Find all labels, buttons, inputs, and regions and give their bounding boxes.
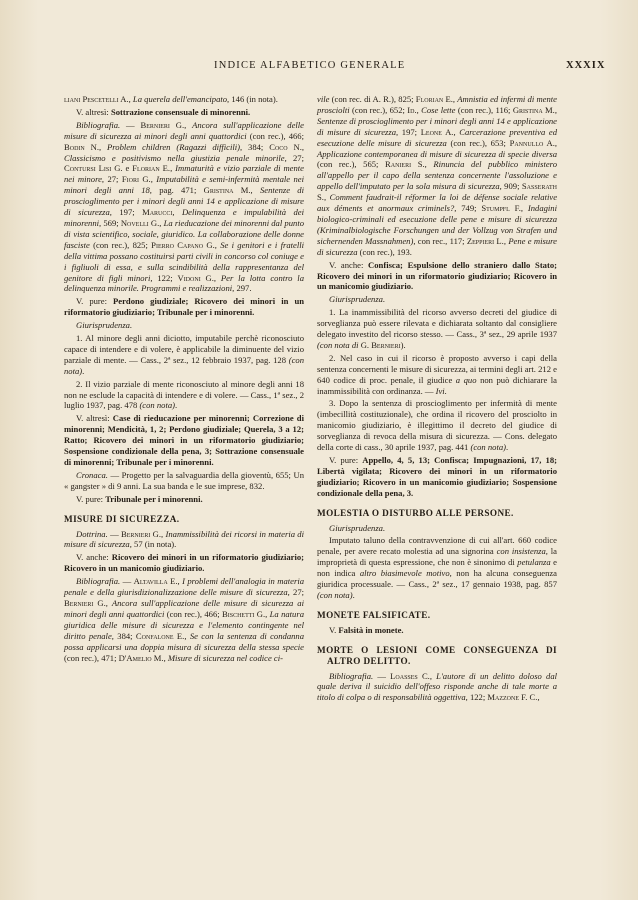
index-paragraph: liani Pescetelli A., La querela dell'emancipato, 146 (in nota). xyxy=(64,94,278,104)
index-entry-heading: MOLESTIA O DISTURBO ALLE PERSONE. xyxy=(317,507,514,518)
index-paragraph: Dottrina. — Bernieri G., Inammissibilità dei ricorsi in materia di misure di sicurezza, 57 (in nota). xyxy=(64,528,304,550)
index-paragraph: V. pure: Perdono giudiziale; Ricovero dei minori in un riformatorio giudiziario; Tribunale per i minorenni. xyxy=(64,296,304,318)
index-paragraph: 2. Nel caso in cui il ricorso è proposto avverso i capi della sentenza concernenti le misure di sicurezza, ai termini degli art. 212 e 640 codice di proc. penale, il giudice a quo non può dichiarare la inammissibilità con ordinanza. — Ivi. xyxy=(317,352,557,396)
index-paragraph: Bibliografia. — Bernieri G., Ancora sull'applicazione delle misure di sicurezza ai minori degli anni quattordici (con rec.), 466; Bodin N., Problem children (Ragazzi difficili), 384; Coco N., Classicismo e positivismo nella giustizia penale minorile, 27; Contursi Lisi G. e Florian E., Immaturità e vizio parziale di mente nei minore, 27; Fiori G., Imputabilità e semi-infermità mentale nei minori degli anni 18, pag. 471; Gristina M., Sentenze di proscioglimento per i minori degli anni 14 e applicazione di misure di sicurezza, 197; Marucci, Delinquenza e impulabilità dei minorenni, 569; Novelli G., La rieducazione dei minorenni dal punto di vista scientifico, sociale, giuridico. La collaborazione delle donne fasciste (con rec.), 825; Pierro Capano G., Se i genitori e i fratelli della vittima possano costituirsi parti civili in concorso col coniuge e i figliuoli di essa, e sulla scindibilità della rappresentanza del genitore di figli minori, 122; Vidoni G., Per la lotta contro la delinquenza minorile. Programmi e realizzazioni, 297. xyxy=(64,119,305,294)
index-paragraph: V. pure: Tribunale per i minorenni. xyxy=(76,493,203,504)
index-paragraph: V. Falsità in monete. xyxy=(329,624,404,635)
index-entry-heading: MISURE DI SICUREZZA. xyxy=(64,513,180,524)
index-paragraph: vile (con rec. di A. R.), 825; Florian E., Amnistia ed infermi di mente prosciolti (con rec.), 652; Id., Cose lette (con rec.), 116; Gristina M., Sentenze di proscioglimento per i minori degli anni 14 e applicazione di misure di sicurezza, 197; Leone A., Carcerazione preventiva ed esecuzione delle misure di sicurezza (con rec.), 653; Pannullo A., Applicazione contemporanea di misure di sicurezza di specie diversa (con rec.), 565; Ranieri S., Rinuncia del pubblico ministero all'appello per il capo della sentenza concernente l'assoluzione e appello dell'imputato per la sola misura di sicurezza, 909; Sasserath S., Comment faudrait-il réformer la loi de défense sociale relative aux déments et anormaux criminels?, 749; Stumpfl F., Indagini biologico-criminali ed esecuzione delle pene e misure di sicurezza (Kriminalbiologische Forschungen und der Vollzug von Strafen und sichernenden Massnahmen), con rec., 117; Zeppieri L., Pene e misure di sicurezza (con rec.), 193. xyxy=(317,94,558,257)
index-paragraph: Bibliografia. — Altavilla E., I problemi dell'analogia in materia penale e della giurisdizionalizzazione delle misure di sicurezza, 27; Bernieri G., Ancora sull'applicazione delle misure di sicurezza ai minori degli anni quattordici (con rec.), 466; Bischetti G., La natura giuridica delle misure di sicurezza e l'elemento contingente nel diritto penale, 384; Confalone E., Se con la sentenza di condanna possa applicarsi una doppia misura di sicurezza della stessa specie (con rec.), 471; D'Amelio M., Misure di sicurezza nel codice ci- xyxy=(64,576,305,663)
index-paragraph: 2. Il vizio parziale di mente riconosciuto al minore degli anni 18 non ne esclude la capacità di intendere e di volere. — Cass., 1ª sez., 2 luglio 1937, pag. 478 (con nota). xyxy=(64,378,304,411)
index-entry-heading: MORTE O LESIONI COME CONSEGUENZA DI ALTRO DELITTO. xyxy=(317,644,557,666)
section-subheading: Giurisprudenza. xyxy=(329,294,386,305)
section-subheading: Giurisprudenza. xyxy=(76,320,133,331)
left-column xyxy=(64,94,304,665)
index-paragraph: V. altresì: Sottrazione consensuale di minorenni. xyxy=(76,106,251,117)
running-head xyxy=(0,60,638,76)
index-entry-heading: MONETE FALSIFICATE. xyxy=(317,609,431,620)
section-subheading: Giurisprudenza. xyxy=(329,522,386,533)
index-paragraph: 1. La inammissibilità del ricorso avverso decreti del giudice di sorveglianza può essere rilevata e dichiarata soltanto dal consigliere delegato investito del ricorso stesso. — Cass., 3ª sez., 29 aprile 1937 (con nota di G. Bernieri). xyxy=(317,307,557,350)
index-paragraph: 3. Dopo la sentenza di proscioglimento per infermità di mente (imbecillità costituzionale), che ordina il ricovero del prosciolto in manicomio giudiziario, è illegittimo il decreto del giudice di sorveglianza di revoca della misura di sicurezza. — Cons. delegato della corte di cass., 30 aprile 1937, pag. 441 (con nota). xyxy=(317,398,557,453)
index-paragraph: Bibliografia. — Loasses C., L'autore di un delitto doloso dal quale deriva il suicidio dell'offeso risponde anche di tale morte a titolo di colpa o di responsabilità oggettiva, 122; Mazzone F. C., xyxy=(317,670,558,703)
right-column xyxy=(317,94,557,705)
index-paragraph: V. anche: Ricovero dei minori in un riformatorio giudiziario; Ricovero in un manicomio giudiziario. xyxy=(64,552,304,574)
index-paragraph: Cronaca. — Progetto per la salvaguardia della gioventù, 655; Un « gangster » di 9 anni. La sua banda e le sue imprese, 832. xyxy=(64,469,304,491)
page-header-title: INDICE ALFABETICO GENERALE xyxy=(214,60,406,71)
index-paragraph: V. anche: Confisca; Espulsione dello straniero dallo Stato; Ricovero dei minori in un riformatorio giudiziario; Ricovero in un manicomio giudiziario. xyxy=(317,259,558,292)
page-number: XXXIX xyxy=(566,60,606,71)
index-paragraph: V. altresì: Case di rieducazione per minorenni; Correzione di minorenni; Mendicità, 1, 2; Perdono giudiziale; Querela, 3 a 12; Ratto; Ricovero dei minori in un riformatorio giudiziario; Sospensione condizionale della pena, 3; Sottrazione consensuale di minorenni; Tribunale per i minorenni. xyxy=(64,413,304,467)
index-paragraph: 1. Al minore degli anni diciotto, imputabile perchè riconosciuto capace di intendere e di volere, è applicabile la diminuente del vizio parziale di mente. — Cass., 2ª sez., 12 febbraio 1937, pag. 128 (con nota). xyxy=(64,333,304,376)
index-paragraph: V. pure: Appello, 4, 5, 13; Confisca; Impugnazioni, 17, 18; Libertà vigilata; Ricovero dei minori in un riformatorio giudiziario; Ricovero in un manicomio giudiziario; Sospensione condizionale della pena, 3. xyxy=(317,455,558,498)
index-paragraph: Imputato taluno della contravvenzione di cui all'art. 660 codice penale, per avere recato molestia ad una signorina con insistenza, la improprietà di questa espressione, che non è sinonimo di petulanza e non indica altro biasimevole motivo, non ha alcuna conseguenza giuridica processuale. — Cass., 2ª sez., 17 gennaio 1938, pag. 857 (con nota). xyxy=(317,535,557,600)
